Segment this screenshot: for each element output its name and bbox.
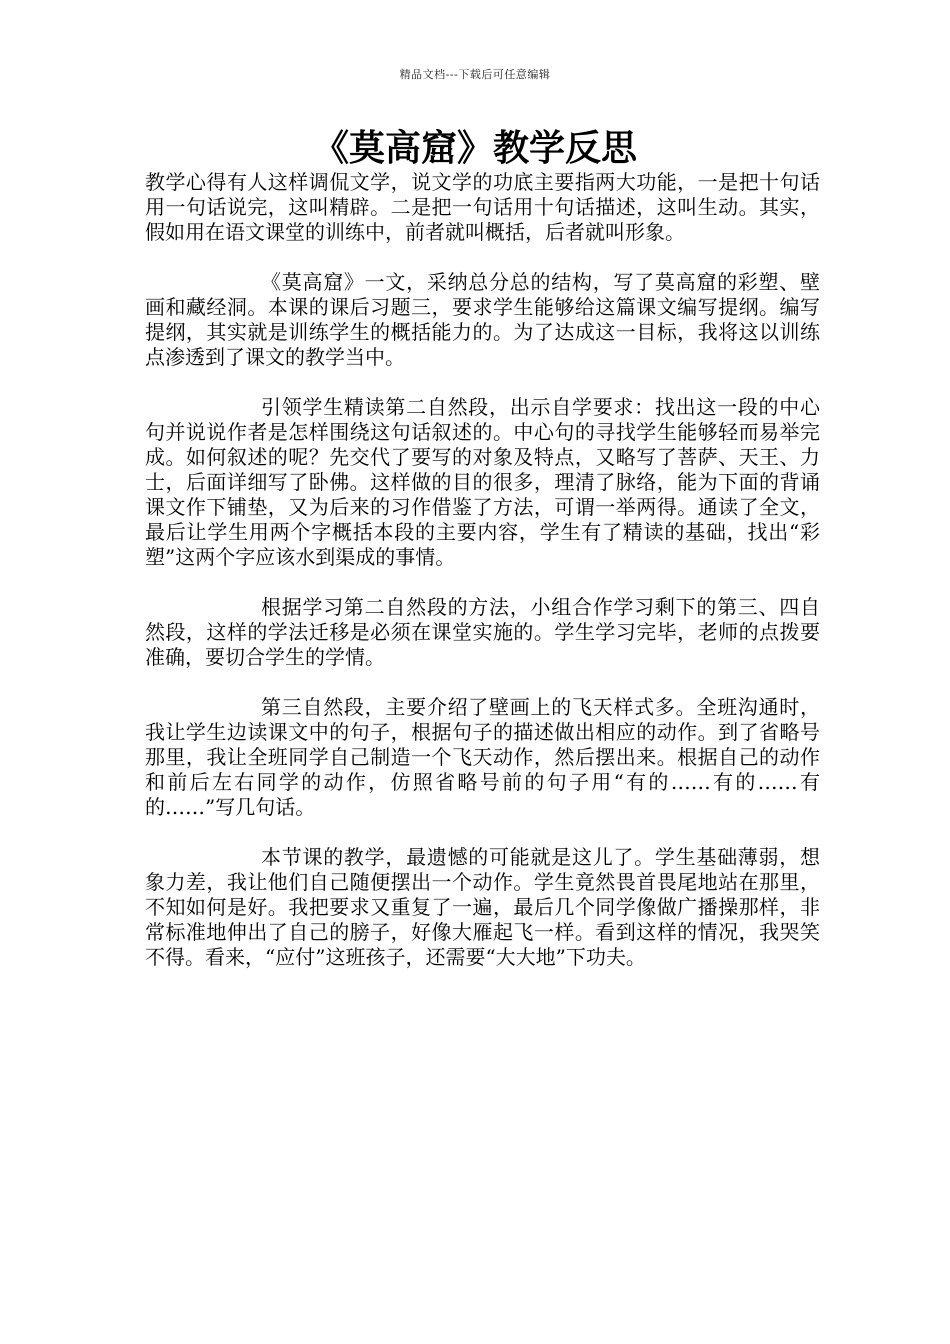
paragraph-second-section: 引领学生精读第二自然段，出示自学要求：找出这一段的中心句并说说作者是怎样围绕这句话叙述的。中心句的寻找学生能够轻而易举完成。如何叙述的呢？先交代了要写的对象及特点，又略写了菩萨、天王、力士，后面详细写了卧佛。这样做的目的很多，理清了脉络，能为下面的背诵课文作下铺垫，又为后来的习作借鉴了方法，可谓一举两得。通读了全文，最后让学生用两个字概括本段的主要内容，学生有了精读的基础，找出“彩塑”这两个字应该水到渠成的事情。: [145, 395, 820, 569]
document-title: 《莫高窟》教学反思: [312, 127, 637, 169]
paragraph-intro: 教学心得有人这样调侃文学，说文学的功底主要指两大功能，一是把十句话用一句话说完，这叫精辟。二是把一句话用十句话描述，这叫生动。其实，假如用在语文课堂的训练中，前者就叫概括，后者就叫形象。: [145, 170, 820, 244]
paragraph-group-study: 根据学习第二自然段的方法，小组合作学习剩下的第三、四自然段，这样的学法迁移是必须在课堂实施的。学生学习完毕，老师的点拨要准确，要切合学生的学情。: [145, 595, 820, 669]
paragraph-structure: 《莫高窟》一文，采纳总分总的结构，写了莫高窟的彩塑、壁画和藏经洞。本课的课后习题三，要求学生能够给这篇课文编写提纲。编写提纲，其实就是训练学生的概括能力的。为了达成这一目标，我将这以训练点渗透到了课文的教学当中。: [145, 270, 820, 369]
page-header-watermark: 精品文档---下载后可任意编辑: [399, 68, 551, 81]
document-body: [145, 170, 820, 995]
paragraph-third-section: 第三自然段，主要介绍了壁画上的飞天样式多。全班沟通时，我让学生边读课文中的句子，根据句子的描述做出相应的动作。到了省略号那里，我让全班同学自己制造一个飞天动作，然后摆出来。根据自己的动作和前后左右同学的动作，仿照省略号前的句子用“有的……有的……有的……”写几句话。: [145, 695, 820, 819]
paragraph-reflection: 本节课的教学，最遗憾的可能就是这儿了。学生基础薄弱，想象力差，我让他们自己随便摆出一个动作。学生竟然畏首畏尾地站在那里，不知如何是好。我把要求又重复了一遍，最后几个同学像做广播操那样，非常标准地伸出了自己的膀子，好像大雁起飞一样。看到这样的情况，我哭笑不得。看来，“应付”这班孩子，还需要“大大地”下功夫。: [145, 845, 820, 969]
